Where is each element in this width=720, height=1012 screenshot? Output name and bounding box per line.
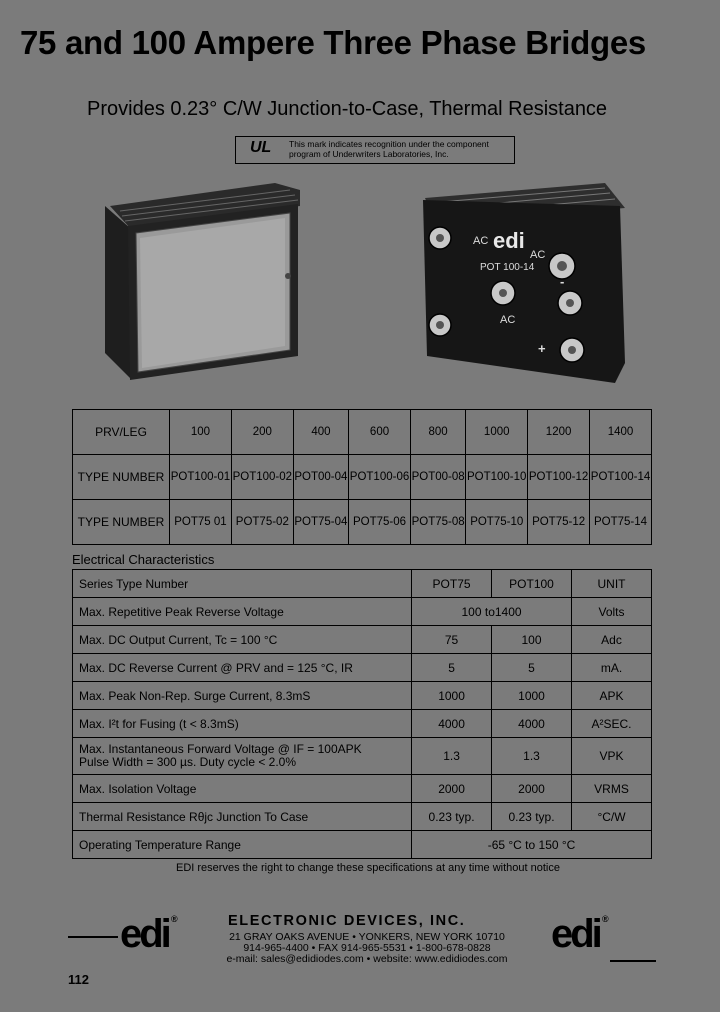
page-number: 112 [68, 972, 89, 987]
unit-cell: Adc [572, 626, 652, 654]
table-row [73, 626, 652, 654]
param-line-2: Pulse Width = 300 µs. Duty cycle < 2.0% [79, 755, 297, 769]
table-cell: TYPE NUMBER [73, 455, 170, 500]
param-cell [73, 738, 412, 775]
table-cell: 1000 [466, 410, 528, 455]
value-cell: 1.3 [492, 738, 572, 775]
table-cell: POT75-02 [231, 500, 293, 545]
table-cell: 800 [410, 410, 465, 455]
table-cell: 1200 [528, 410, 590, 455]
table-row [73, 598, 652, 626]
table-row [73, 682, 652, 710]
table-cell: POT100-12 [528, 455, 590, 500]
module-photo-right [415, 178, 630, 388]
table-cell: PRV/LEG [73, 410, 170, 455]
unit-cell: mA. [572, 654, 652, 682]
table-cell: TYPE NUMBER [73, 500, 170, 545]
value-cell: -65 °C to 150 °C [412, 831, 652, 859]
registered-mark-left: ® [171, 914, 178, 924]
unit-cell: °C/W [572, 803, 652, 831]
table-row [73, 410, 652, 455]
ul-notice-text: This mark indicates recognition under the component program of Underwriters Laboratories, Inc. [289, 139, 489, 159]
param-cell: Series Type Number [73, 570, 412, 598]
table-cell: POT75-04 [293, 500, 348, 545]
param-cell: Max. DC Output Current, Tc = 100 °C [73, 626, 412, 654]
table-cell: 400 [293, 410, 348, 455]
table-cell: POT75-14 [590, 500, 652, 545]
change-notice: EDI reserves the right to change these specifications at any time without notice [176, 862, 560, 874]
param-cell: Max. I²t for Fusing (t < 8.3mS) [73, 710, 412, 738]
table-row [73, 570, 652, 598]
electrical-table [72, 569, 652, 859]
table-cell: POT100-02 [231, 455, 293, 500]
unit-cell: A²SEC. [572, 710, 652, 738]
table-cell: 1400 [590, 410, 652, 455]
value-cell: 1.3 [412, 738, 492, 775]
table-cell: 600 [349, 410, 411, 455]
registered-mark-right: ® [602, 914, 609, 924]
value-cell: 100 to1400 [412, 598, 572, 626]
table-row [73, 831, 652, 859]
web-line: e-mail: sales@edidiodes.com • website: www.edidiodes.com [226, 953, 508, 965]
table-cell: POT75-10 [466, 500, 528, 545]
table-row [73, 738, 652, 775]
terminal-label-minus: - [560, 274, 565, 289]
table-cell: 100 [170, 410, 232, 455]
value-cell: 1000 [492, 682, 572, 710]
footer-rule-right [610, 960, 656, 962]
value-cell: 2000 [492, 775, 572, 803]
electrical-caption: Electrical Characteristics [72, 552, 215, 567]
page-subtitle: Provides 0.23° C/W Junction-to-Case, Thermal Resistance [87, 98, 608, 120]
table-cell: POT00-04 [293, 455, 348, 500]
phone-line: 914-965-4400 • FAX 914-965-5531 • 1-800-678-0828 [243, 942, 491, 954]
ul-logo: UL [250, 139, 272, 156]
param-cell: Operating Temperature Range [73, 831, 412, 859]
table-row [73, 803, 652, 831]
device-part-marking: POT 100-14 [480, 262, 535, 273]
value-cell: 5 [412, 654, 492, 682]
table-cell: POT75-08 [410, 500, 465, 545]
table-cell: POT100-01 [170, 455, 232, 500]
terminal-label-ac-1: AC [473, 235, 489, 247]
value-cell: 0.23 typ. [412, 803, 492, 831]
module-photo-left [100, 178, 310, 388]
type-number-table [72, 409, 652, 545]
table-row [73, 455, 652, 500]
table-row [73, 775, 652, 803]
unit-cell: Volts [572, 598, 652, 626]
table-cell: POT100-06 [349, 455, 411, 500]
value-cell: 0.23 typ. [492, 803, 572, 831]
table-row [73, 654, 652, 682]
value-cell: 100 [492, 626, 572, 654]
table-cell: POT75-12 [528, 500, 590, 545]
table-cell: POT100-14 [590, 455, 652, 500]
table-cell: POT75 01 [170, 500, 232, 545]
param-line-1: Max. Instantaneous Forward Voltage @ IF = 100APK [79, 742, 362, 756]
value-cell: 4000 [492, 710, 572, 738]
table-cell: POT100-10 [466, 455, 528, 500]
value-cell: 4000 [412, 710, 492, 738]
param-cell: Max. Peak Non-Rep. Surge Current, 8.3mS [73, 682, 412, 710]
table-cell: 200 [231, 410, 293, 455]
param-cell: Thermal Resistance Rθjc Junction To Case [73, 803, 412, 831]
terminal-label-ac-3: AC [500, 314, 516, 326]
terminal-label-ac-2: AC [530, 249, 546, 261]
company-address [197, 932, 537, 965]
edi-logo-right: edi [551, 912, 600, 956]
value-cell: 1000 [412, 682, 492, 710]
value-cell: 2000 [412, 775, 492, 803]
table-row [73, 500, 652, 545]
param-cell: Max. Repetitive Peak Reverse Voltage [73, 598, 412, 626]
unit-cell: APK [572, 682, 652, 710]
value-cell: POT75 [412, 570, 492, 598]
address-line: 21 GRAY OAKS AVENUE • YONKERS, NEW YORK 10710 [229, 931, 505, 943]
company-name: ELECTRONIC DEVICES, INC. [228, 913, 466, 929]
table-cell: POT00-08 [410, 455, 465, 500]
param-cell: Max. DC Reverse Current @ PRV and = 125 °C, IR [73, 654, 412, 682]
value-cell: 5 [492, 654, 572, 682]
value-cell: 75 [412, 626, 492, 654]
terminal-label-plus: + [538, 341, 546, 356]
table-row [73, 710, 652, 738]
device-brand: edi [493, 228, 525, 253]
unit-cell: VPK [572, 738, 652, 775]
param-cell: Max. Isolation Voltage [73, 775, 412, 803]
page-title: 75 and 100 Ampere Three Phase Bridges [20, 24, 646, 61]
unit-cell: UNIT [572, 570, 652, 598]
unit-cell: VRMS [572, 775, 652, 803]
value-cell: POT100 [492, 570, 572, 598]
table-cell: POT75-06 [349, 500, 411, 545]
footer-rule-left [68, 936, 118, 938]
edi-logo-left: edi [120, 912, 169, 956]
